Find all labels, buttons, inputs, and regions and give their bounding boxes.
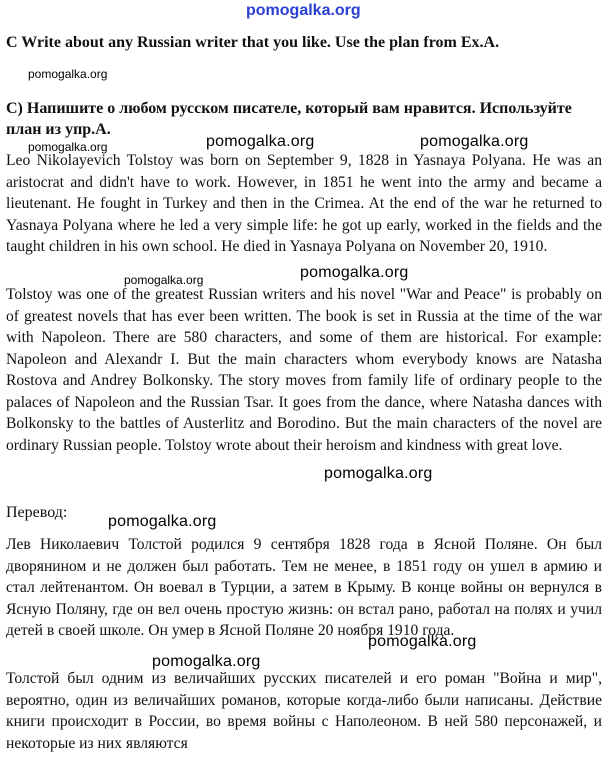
watermark-large: pomogalka.org bbox=[368, 633, 477, 650]
essay-russian-paragraph-2: Толстой был одним из величайших русских писателей и его роман "Война и мир", вероятно, один из величайших романов, которые когда-либо были написаны. Действие книги происходит в России, во время войны с Наполеоном. В ней 580 персонажей, и некоторые из них являются bbox=[6, 670, 602, 752]
watermark-top: pomogalka.org bbox=[246, 2, 361, 19]
watermark-large: pomogalka.org bbox=[108, 513, 217, 530]
task-heading-russian: С) Напишите о любом русском писателе, который вам нравится. Используйте план из упр.А. bbox=[6, 100, 572, 138]
essay-russian-paragraph-1: Лев Николаевич Толстой родился 9 сентября 1828 года в Ясной Поляне. Он был дворянином и не должен был работать. Тем не менее, в 1851 году он ушел в армию и стал лейтенантом. Он воевал в Турции, а затем в Крыму. В конце войны он вернулся в Ясную Поляну, где он вел очень простую жизнь: он встал рано, работал на полях и учил детей в своей школе. Он умер в Ясной Поляне 20 ноября 1910 года. bbox=[6, 536, 602, 639]
watermark-large: pomogalka.org bbox=[420, 133, 529, 150]
watermark-large: pomogalka.org bbox=[324, 465, 433, 482]
watermark-large: pomogalka.org bbox=[300, 264, 409, 281]
watermark-small: pomogalka.org bbox=[28, 140, 108, 154]
essay-english-paragraph-2: Tolstoy was one of the greatest Russian writers and his novel "War and Peace" is probably on of greatest novels that has ever been written. The book is set in Russia at the time of the war with Napoleon. There are 580 characters, and some of them are historical. For example: Napoleon and Alexandr I. But the main characters whom everybody knows are Natasha Rostova and Andrey Bolkonsky. The story moves from family life of ordinary people to the palaces of Napoleon and the Russian Tsar. It goes from the dance, where Natasha dances with Bolkonsky to the battles of Austerlitz and Borodino. But the main characters of the novel are ordinary Russian people. Tolstoy wrote about their heroism and kindness with great love. bbox=[6, 286, 602, 454]
watermark-small: pomogalka.org bbox=[28, 67, 108, 81]
essay-english-paragraph-1: Leo Nikolayevich Tolstoy was born on September 9, 1828 in Yasnaya Polyana. He was an aristocrat and didn't have to work. However, in 1851 he went into the army and became a lieutenant. He fought in Turkey and then in the Crimea. At the end of the war he returned to Yasnaya Polyana where he led a very simple life: he got up early, worked in the fields and the taught children in his own school. He died in Yasnaya Polyana on November 20, 1910. bbox=[6, 152, 602, 255]
watermark-large: pomogalka.org bbox=[206, 133, 315, 150]
task-heading-english: C Write about any Russian writer that you like. Use the plan from Ex.A. bbox=[6, 34, 500, 51]
translation-label: Перевод: bbox=[6, 504, 68, 521]
watermark-small: pomogalka.org bbox=[124, 273, 204, 287]
watermark-large: pomogalka.org bbox=[152, 653, 261, 670]
